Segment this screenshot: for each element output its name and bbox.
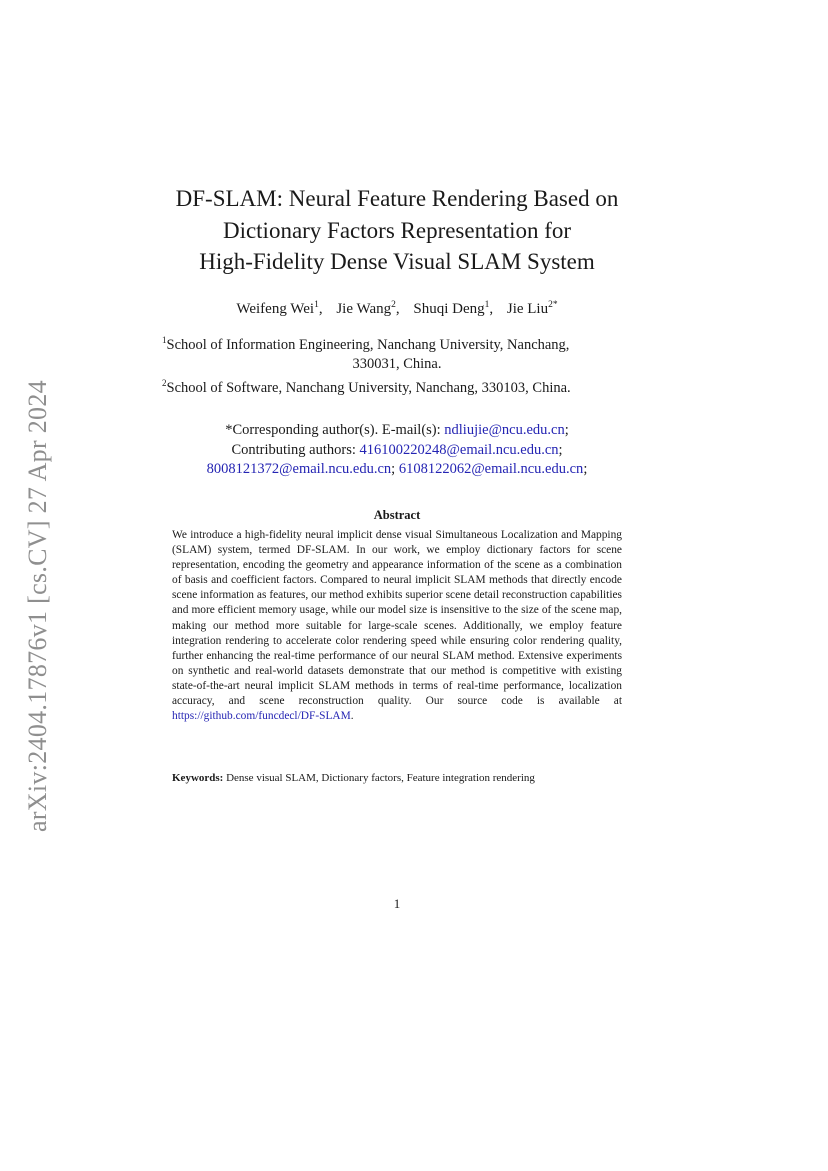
title-line: High-Fidelity Dense Visual SLAM System (199, 249, 595, 274)
affiliation-text: School of Information Engineering, Nanchang University, Nanchang, (166, 336, 570, 353)
author-affil-mark: 1 (314, 300, 319, 310)
keywords-label: Keywords: (172, 772, 224, 784)
page-number: 1 (393, 896, 401, 911)
keywords (172, 771, 622, 786)
correspondence-block: *Corresponding author(s). E-mail(s): ndliujie@ncu.edu.cn; Contributing authors: 416100220248@email.ncu.edu.cn; 8008121372@email.ncu.edu.cn; 6108122062@email.ncu.edu.cn; (206, 422, 588, 477)
author-affil-mark: 2* (548, 300, 558, 310)
contributing-label: Contributing authors: (231, 441, 360, 458)
abstract-heading: Abstract (373, 508, 421, 522)
author-name: Shuqi Deng (413, 301, 485, 317)
source-code-link[interactable]: https://github.com/funcdecl/DF-SLAM (172, 710, 351, 723)
affiliation-2 (162, 374, 632, 398)
corresponding-email-link[interactable]: ndliujie@ncu.edu.cn (444, 422, 565, 438)
abstract-text: We introduce a high-fidelity neural implicit dense visual Simultaneous Localization and Mapping (SLAM) system, termed DF-SLAM. In our work, we employ dictionary factors for scene representation, encoding the geometry and appearance information of the scene as a combination of basis and coefficient factors. Compared to neural implicit SLAM methods that directly encode scene information as features, our method exhibits superior scene detail reconstruction capabilities and more efficient memory usage, while our model size is insensitive to the size of the scene map, making our method more suitable for large-scale scenes. Additionally, we employ feature integration rendering to accelerate color rendering speed while ensuring color rendering quality, further enhancing the real-time performance of our neural SLAM method. Extensive experiments on synthetic and real-world datasets demonstrate that our method is competitive with existing state-of-the-art neural implicit SLAM methods in terms of real-time performance, localization accuracy, and scene reconstruction quality. Our source code is available at (172, 529, 622, 708)
author-name: Weifeng Wei (236, 301, 315, 317)
author-list: Weifeng Wei$^1$, Jie Wang$^2$, Shuqi Deng$^1$, Jie Liu$^{2*}$ (236, 300, 558, 317)
abstract-body: We introduce a high-fidelity neural implicit dense visual Simultaneous Localization and Mapping (SLAM) system, termed DF-SLAM. In our work, we employ dictionary factors for scene representation, encoding the geometry and appearance information of the scene as a combination of basis and coefficient factors. Compared to neural implicit SLAM methods that directly encode scene information as features, our method exhibits superior scene detail reconstruction capabilities and more efficient memory usage, while our model size is insensitive to the size of the scene map, making our method more suitable for large-scale scenes. Additionally, we employ feature integration rendering to accelerate color rendering speed while ensuring color rendering quality, further enhancing the real-time performance of our neural SLAM method. Extensive experiments on synthetic and real-world datasets demonstrate that our method is competitive with existing state-of-the-art neural implicit SLAM methods in terms of real-time performance, localization accuracy, and scene reconstruction quality. Our source code is available at https://github.com/funcdecl/DF-SLAM. (172, 529, 622, 723)
corresponding-label: *Corresponding author(s). E-mail(s): (225, 422, 445, 438)
affiliation-mark: 1 (162, 335, 167, 345)
affiliations (162, 331, 632, 398)
paper-title (160, 183, 634, 278)
title-line: Dictionary Factors Representation for (222, 217, 572, 243)
author-name: Jie Liu (506, 301, 549, 317)
contributor-email-link[interactable]: 416100220248@email.ncu.edu.cn (359, 441, 559, 458)
affiliation-1 (162, 331, 632, 355)
contributor-email-link[interactable]: 8008121372@email.ncu.edu.cn (206, 461, 392, 477)
title-line: DF-SLAM: Neural Feature Rendering Based on (175, 186, 619, 211)
author-affil-mark: 2 (391, 300, 396, 310)
arxiv-stamp: arXiv:2404.17876v1 [cs.CV] 27 Apr 2024 (23, 380, 52, 832)
affiliation-mark: 2 (162, 378, 167, 389)
author-name: Jie Wang (336, 301, 392, 317)
keywords-text: Dense visual SLAM, Dictionary factors, Feature integration rendering (223, 772, 535, 784)
affiliation-text: School of Software, Nanchang University, Nanchang, 330103, China. (166, 380, 571, 397)
affiliation-text: 330031, China. (352, 356, 442, 373)
contributor-email-link[interactable]: 6108122062@email.ncu.edu.cn (398, 461, 584, 477)
author-affil-mark: 1 (484, 300, 490, 310)
